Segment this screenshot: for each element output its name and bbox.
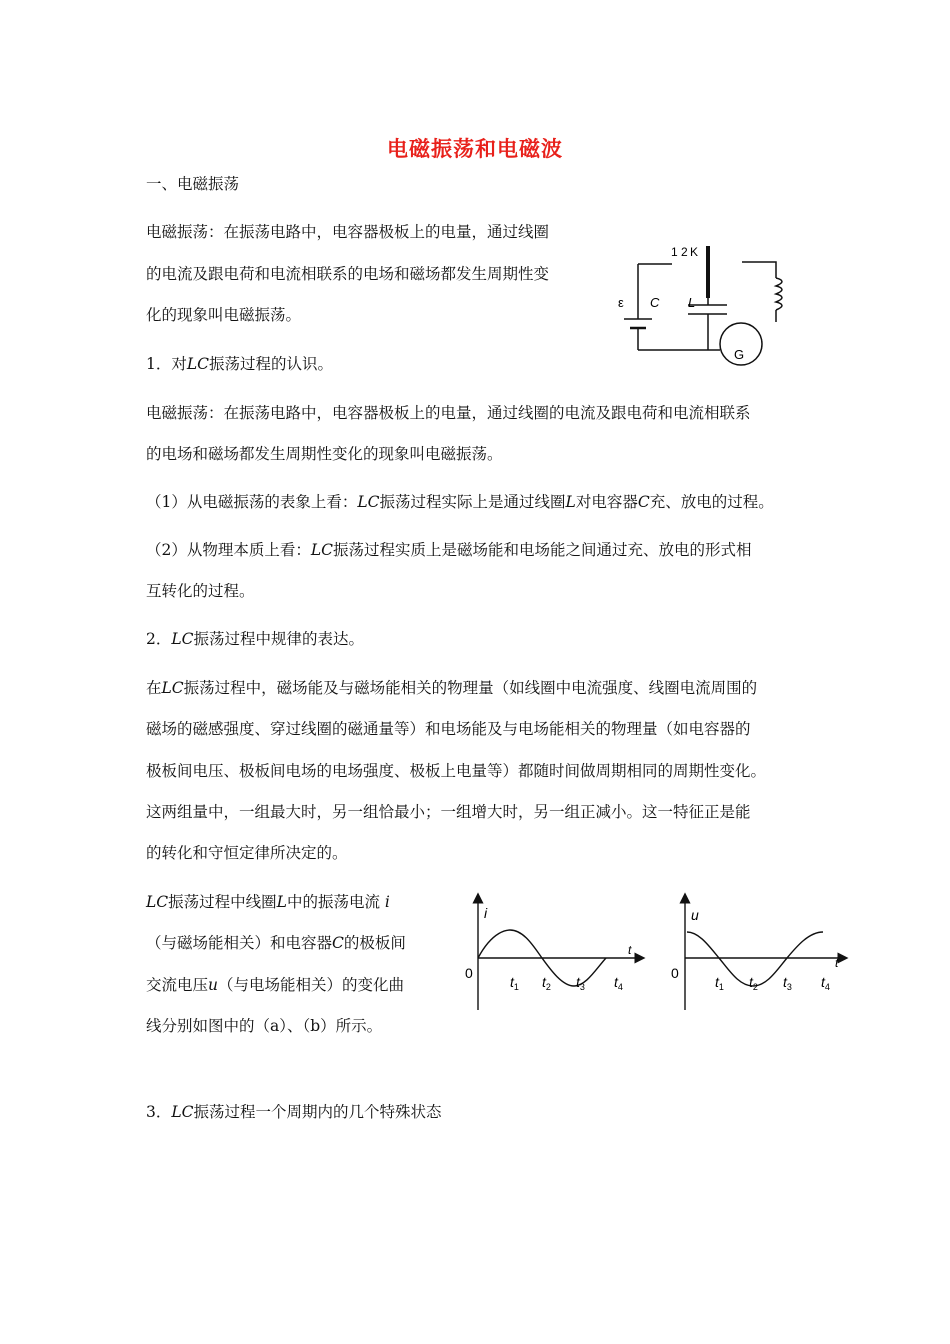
current-graph-a [458, 892, 648, 1017]
meter-label: G [734, 347, 745, 362]
capacitor-label: C [650, 295, 660, 310]
definition-line-2: 的电场和磁场都发生周期性变化的现象叫电磁振荡。 [146, 445, 503, 463]
switch-label-1: 1 [671, 245, 678, 259]
curves-text-line-4: 线分别如图中的（a）、（b）所示。 [146, 1017, 383, 1035]
tick-t2: $t_2$ [749, 974, 758, 992]
law-line-1: 在LC振荡过程中，磁场能及与磁场能相关的物理量（如线圈中电流强度、线圈电流周围的 [146, 679, 758, 697]
switch-label-2: 2 [681, 245, 688, 259]
x-axis-label: t [835, 956, 839, 970]
curves-text-line-3: 交流电压u（与电场能相关）的变化曲 [146, 976, 405, 994]
tick-t2: $t_2$ [542, 974, 551, 992]
intro-line-1: 电磁振荡：在振荡电路中，电容器极板上的电量，通过线圈 [146, 223, 550, 241]
y-axis-label: i [484, 905, 488, 921]
definition-line-1: 电磁振荡：在振荡电路中，电容器极板上的电量，通过线圈的电流及跟电荷和电流相联系 [146, 404, 751, 422]
intro-line-2: 的电流及跟电荷和电流相联系的电场和磁场都发生周期性变 [146, 265, 550, 283]
x-axis-label: t [628, 943, 632, 957]
tick-t1: $t_1$ [715, 974, 724, 992]
tick-t4: $t_4$ [821, 974, 830, 992]
inductor-coil [776, 278, 782, 310]
lc-circuit-diagram [610, 238, 790, 368]
inductor-label: L [688, 295, 696, 310]
tick-t1: $t_1$ [510, 974, 519, 992]
tick-t3: $t_3$ [783, 974, 792, 992]
voltage-graph-b [665, 892, 855, 1017]
tick-t3: $t_3$ [576, 974, 585, 992]
paragraph-2-line-2: 互转化的过程。 [146, 582, 255, 600]
curves-text-line-2: （与磁场能相关）和电容器C的极板间 [146, 934, 406, 952]
item-1-heading: 1．对LC振荡过程的认识。 [146, 355, 334, 373]
switch-label-k: K [690, 245, 699, 259]
paragraph-1: （1）从电磁振荡的表象上看：LC振荡过程实际上是通过线圈L对电容器C充、放电的过程。 [146, 493, 774, 511]
item-2-heading: 2．LC振荡过程中规律的表达。 [146, 630, 365, 648]
law-line-5: 的转化和守恒定律所决定的。 [146, 844, 348, 862]
law-line-3: 极板间电压、极板间电场的电场强度、极板上电量等）都随时间做周期相同的周期性变化。 [146, 762, 767, 780]
origin-label: 0 [671, 965, 679, 981]
y-axis-label: u [691, 907, 699, 923]
origin-label: 0 [465, 965, 473, 981]
emf-label: ε [618, 295, 624, 310]
page-title: 电磁振荡和电磁波 [387, 137, 563, 161]
paragraph-2-line-1: （2）从物理本质上看：LC振荡过程实质上是磁场能和电场能之间通过充、放电的形式相 [146, 541, 752, 559]
curves-text-line-1: LC振荡过程中线圈L中的振荡电流 i [146, 893, 390, 911]
section-heading: 一、电磁振荡 [146, 175, 240, 193]
item-3-heading: 3．LC振荡过程一个周期内的几个特殊状态 [146, 1103, 442, 1121]
intro-line-3: 化的现象叫电磁振荡。 [146, 306, 302, 324]
wire-top-right [742, 262, 776, 278]
tick-t4: $t_4$ [614, 974, 623, 992]
law-line-4: 这两组量中，一组最大时，另一组恰最小；一组增大时，另一组正减小。这一特征正是能 [146, 803, 751, 821]
voltage-curve [687, 932, 823, 986]
law-line-2: 磁场的磁感强度、穿过线圈的磁通量等）和电场能及与电场能相关的物理量（如电容器的 [146, 720, 751, 738]
